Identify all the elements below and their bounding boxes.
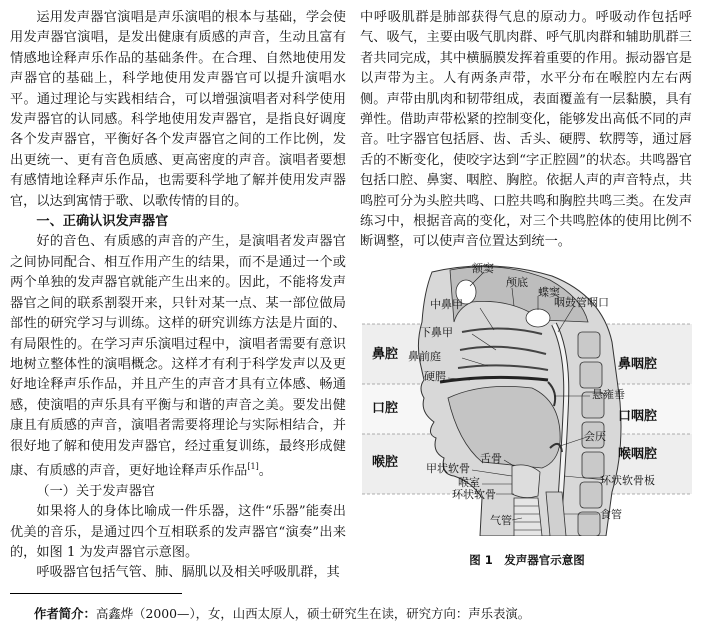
body-paragraph-2-end: 。 <box>258 463 272 479</box>
anatomy-diagram <box>362 262 692 536</box>
author-footnote <box>34 604 694 622</box>
right-paragraph: 中呼吸肌群是肺部获得气息的原动力。呼吸动作包括呼气、吸气，主要由吸气肌肉群、呼气肌肉群和辅助肌群三者共同完成，其中横膈膜发挥着重要的作用。振动器官是以声带为主。人有两条声带，水平分布在喉腔内左右两侧。声带由肌肉和韧带组成，表面覆盖有一层黏膜，具有弹性。借助声带松紧的控制变化，能够发出高低不同的声音。吐字器官包括唇、齿、舌头、硬腭、软腭等，通过唇舌的不断变化，使咬字达到“字正腔圆”的状态。共鸣器官包括口腔、鼻窦、咽腔、胸腔。依据人声的声音特点，共鸣腔可分为头腔共鸣、口腔共鸣和胸腔共鸣三类。在发声练习中，根据音高的变化，对三个共鸣腔体的使用比例不断调整，可以使声音位置达到统一。 <box>360 10 692 250</box>
left-column <box>10 8 346 584</box>
right-column <box>360 8 692 253</box>
footnote-text: 高鑫烨（2000—），女，山西太原人，硕士研究生在读，研究方向：声乐表演。 <box>95 606 531 621</box>
label-cricoid-lamina: 环状软骨板 <box>600 474 655 487</box>
label-nasal-vestibule: 鼻前庭 <box>408 350 441 363</box>
label-epiglottis: 会厌 <box>584 430 606 443</box>
section-heading: 一、正确认识发声器官 <box>36 214 169 230</box>
label-inferior-concha: 下鼻甲 <box>420 326 453 339</box>
larynx <box>512 465 540 498</box>
label-laryngeal-cavity: 喉腔 <box>372 455 399 470</box>
citation[interactable]: [1] <box>247 461 259 471</box>
label-eustachian-opening: 咽鼓管咽口 <box>554 296 609 309</box>
footnote-label: 作者简介： <box>34 606 96 621</box>
label-uvula: 悬雍垂 <box>592 388 625 401</box>
label-cricoid-cartilage: 环状软骨 <box>452 488 496 501</box>
subsection-heading: （一）关于发声器官 <box>36 483 156 499</box>
label-laryngopharynx: 喉咽腔 <box>618 447 658 462</box>
body-paragraph-3: 如果将人的身体比喻成一件乐器，这件“乐器”能奏出优美的音乐，是通过四个互相联系的发声器官“演奏”出来的，如图 1 为发声器官示意图。 <box>10 504 346 560</box>
label-oropharynx: 口咽腔 <box>618 409 658 424</box>
body-paragraph-2-text: 好的音色、有质感的声音的产生，是演唱者发声器官之间协同配合、相互作用产生的结果，而不是通过一个或两个单独的发声器官就能产生出来的。因此，不能将发声器官之间的联系割裂开来，只针对某一点、某一部位做局部性的研究学习与训练。这样的研究训练方法是片面的、有局限性的。在学习声乐演唱过程中，演唱者需要有意识地树立整体性的演唱概念。这样才有利于科学发声以及更好地诠释声乐作品，并且产生的声音才具有立体感、畅通感，使演唱的声乐具有平衡与和谐的声音之美。要发出健康且有质感的声音，演唱者需要将理论与实际相结合，并很好地了解和使用发声器官，经过重复训练，最终形成健康、有质感的声音，更好地诠释声乐作品 <box>10 234 346 479</box>
label-hard-palate: 硬腭 <box>424 370 446 383</box>
label-thyroid-cartilage: 甲状软骨 <box>426 462 470 475</box>
label-middle-concha: 中鼻甲 <box>430 298 463 311</box>
label-oral-cavity: 口腔 <box>372 401 399 416</box>
esophagus <box>546 492 566 536</box>
label-nasopharynx: 鼻咽腔 <box>618 357 658 372</box>
label-frontal-sinus: 额窦 <box>472 262 494 275</box>
label-esophagus: 食管 <box>600 508 622 521</box>
body-paragraph-4: 呼吸器官包括气管、肺、膈肌以及相关呼吸肌群，其 <box>36 565 340 581</box>
intro-paragraph: 运用发声器官演唱是声乐演唱的根本与基础，学会使用发声器官演唱，是发出健康有质感的声音，生动且富有情感地诠释声乐作品的基础条件。在合理、自然地使用发声器官的基础上，科学地使用发声器官可以提升演唱水平。通过理论与实践相结合，可以增强演唱者对科学使用发声器官的认同感。科学地使用发声器官，是指良好调度各个发声器官，平衡好各个发声器官之间的工作比例，发出更统一、更有音色质感、更高密度的声音。演唱者要想有感情地诠释声乐作品，也需要科学地了解并使用发声器官，以达到寓情于歌、以歌传情的目的。 <box>10 10 346 209</box>
label-laryngeal-ventricle: 喉室 <box>458 476 480 489</box>
body-paragraph-2 <box>10 232 346 481</box>
footnote-rule <box>10 593 182 594</box>
label-sphenoid-sinus: 蝶窦 <box>538 286 560 299</box>
label-nasal-cavity: 鼻腔 <box>372 347 399 362</box>
sphenoid-sinus <box>526 309 550 327</box>
figure-caption: 图 1 发声器官示意图 <box>469 553 585 567</box>
label-skull-base: 颅底 <box>506 276 528 289</box>
label-trachea: 气管 <box>490 514 512 527</box>
label-hyoid: 舌骨 <box>480 452 502 465</box>
vocal-organ-figure <box>362 262 692 536</box>
